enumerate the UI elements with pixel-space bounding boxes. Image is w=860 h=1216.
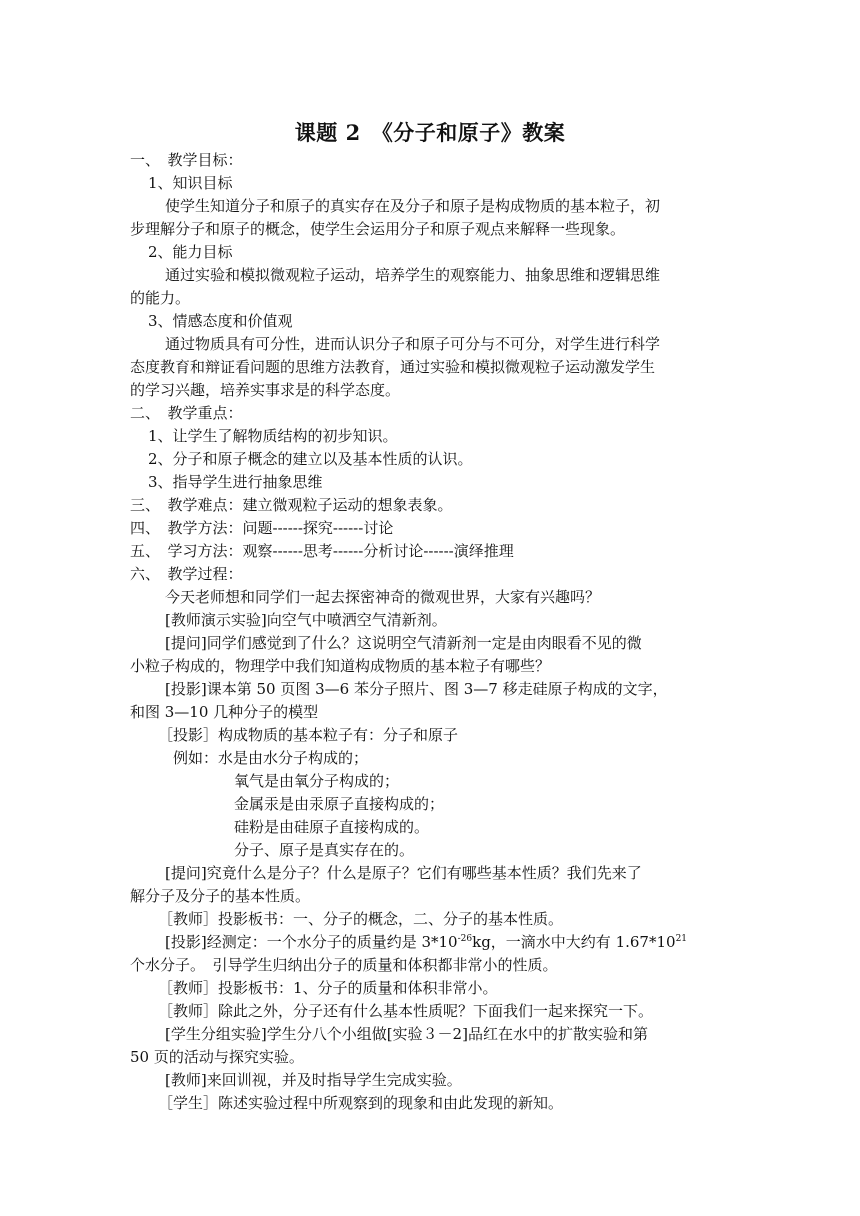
paragraph-line: [提问]究竟什么是分子？什么是原子？它们有哪些基本性质？我们先来了 xyxy=(165,864,642,882)
paragraph-line: ［学生］陈述实验过程中所观察到的现象和由此发现的新知。 xyxy=(158,1094,564,1112)
paragraph-line: [学生分组实验]学生分八个小组做[实验３－2]品红在水中的扩散实验和第 xyxy=(165,1025,648,1043)
paragraph-line: [教师]来回训视，并及时指导学生完成实验。 xyxy=(165,1071,462,1089)
subheading-knowledge-objective: 1、知识目标 xyxy=(148,174,233,192)
paragraph-line: ［教师］投影板书：1、分子的质量和体积非常小。 xyxy=(158,979,498,997)
paragraph-line: 使学生知道分子和原子的真实存在及分子和原子是构成物质的基本粒子，初 xyxy=(165,197,661,215)
list-item: 3、指导学生进行抽象思维 xyxy=(148,473,323,491)
example-line: 硅粉是由硅原子直接构成的。 xyxy=(234,818,430,836)
text-run: [投影]经测定：一个水分子的质量约是 3*10 xyxy=(165,933,458,951)
paragraph-line: ［教师］除此之外，分子还有什么基本性质呢？下面我们一起来探究一下。 xyxy=(158,1002,654,1020)
example-line: 金属汞是由汞原子直接构成的； xyxy=(234,795,445,813)
paragraph-line: [投影]课本第 50 页图 3—6 苯分子照片、图 3—7 移走硅原子构成的文字， xyxy=(165,680,668,698)
text-run: kg，一滴水中大约有 1.67*10 xyxy=(472,933,676,951)
paragraph-line: ［投影］构成物质的基本粒子有：分子和原子 xyxy=(158,726,459,744)
section-heading-process: 六、 教学过程： xyxy=(130,565,243,583)
paragraph-line: ［教师］投影板书：一、分子的概念，二、分子的基本性质。 xyxy=(158,910,564,928)
section-heading-learning-method: 五、 学习方法：观察------思考------分析讨论------演绎推理 xyxy=(130,542,514,560)
section-heading-difficulty: 三、 教学难点：建立微观粒子运动的想象表象。 xyxy=(130,496,453,514)
list-item: 1、让学生了解物质结构的初步知识。 xyxy=(148,427,398,445)
paragraph-line: 态度教育和辩证看问题的思维方法教育，通过实验和模拟微观粒子运动激发学生 xyxy=(130,358,656,376)
example-line: 例如：水是由水分子构成的； xyxy=(173,749,369,767)
paragraph-line: 步理解分子和原子的概念，使学生会运用分子和原子观点来解释一些现象。 xyxy=(130,220,626,238)
paragraph-line: [教师演示实验]向空气中喷洒空气清新剂。 xyxy=(165,611,447,629)
list-item: 2、分子和原子概念的建立以及基本性质的认识。 xyxy=(148,450,473,468)
subheading-ability-objective: 2、能力目标 xyxy=(148,243,233,261)
section-heading-key-points: 二、 教学重点： xyxy=(130,404,243,422)
example-line: 氧气是由氧分子构成的； xyxy=(234,772,400,790)
example-line: 分子、原子是真实存在的。 xyxy=(234,841,415,859)
paragraph-line: 的能力。 xyxy=(130,289,191,307)
section-heading-teaching-method: 四、 教学方法：问题------探究------讨论 xyxy=(130,519,394,537)
paragraph-line: [提问]同学们感觉到了什么？这说明空气清新剂一定是由肉眼看不见的微 xyxy=(165,634,642,652)
section-heading-objectives: 一、 教学目标： xyxy=(130,151,243,169)
paragraph-line: 小粒子构成的，物理学中我们知道构成物质的基本粒子有哪些？ xyxy=(130,657,551,675)
paragraph-line-with-exponents xyxy=(165,932,687,952)
paragraph-line: 通过物质具有可分性，进而认识分子和原子可分与不可分，对学生进行科学 xyxy=(165,335,661,353)
exponent: 21 xyxy=(675,934,688,944)
paragraph-line: 个水分子。 引导学生归纳出分子的质量和体积都非常小的性质。 xyxy=(130,956,558,974)
paragraph-line: 和图 3—10 几种分子的模型 xyxy=(130,703,319,721)
paragraph-line: 通过实验和模拟微观粒子运动，培养学生的观察能力、抽象思维和逻辑思维 xyxy=(165,266,661,284)
subheading-attitude-values: 3、情感态度和价值观 xyxy=(148,312,293,330)
exponent: -26 xyxy=(457,934,473,944)
paragraph-line: 的学习兴趣，培养实事求是的科学态度。 xyxy=(130,381,401,399)
paragraph-line: 今天老师想和同学们一起去探密神奇的微观世界，大家有兴趣吗？ xyxy=(165,588,601,606)
paragraph-line: 50 页的活动与探究实验。 xyxy=(130,1048,304,1066)
document-title: 课题 2 《分子和原子》教案 xyxy=(294,120,566,145)
paragraph-line: 解分子及分子的基本性质。 xyxy=(130,887,311,905)
